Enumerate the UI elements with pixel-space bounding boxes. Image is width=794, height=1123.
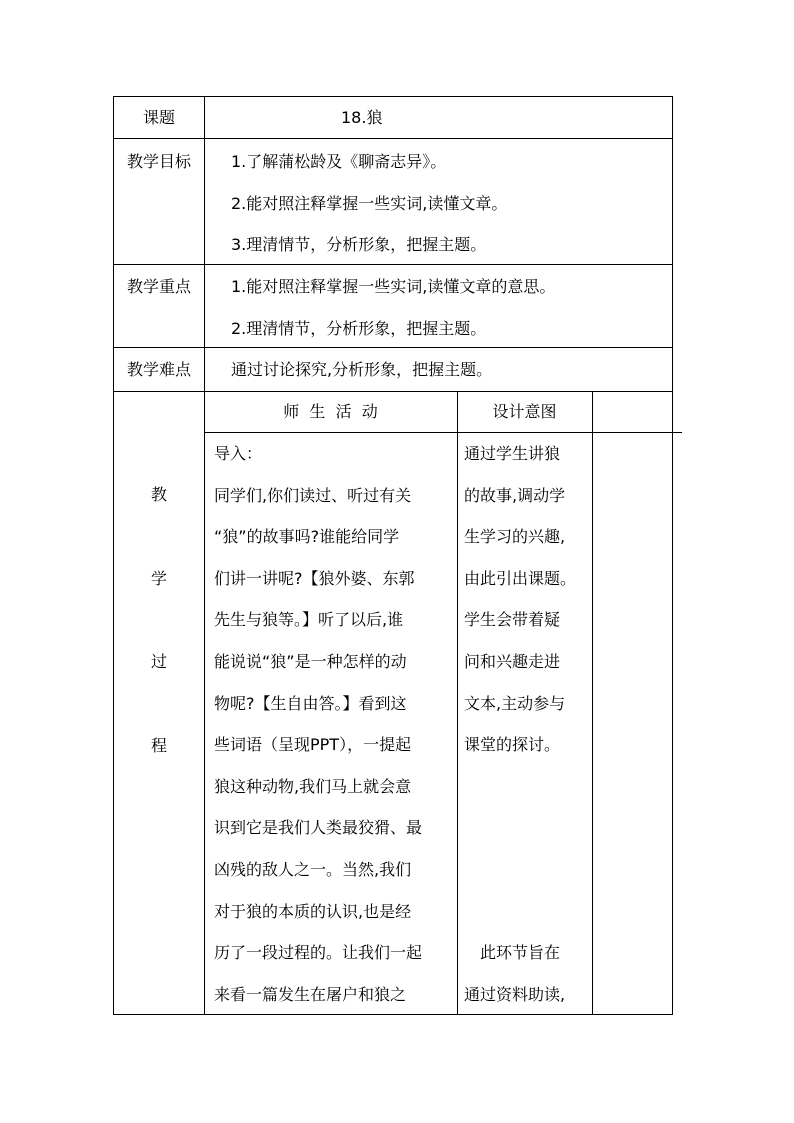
goal-item: 3.理清情节，分析形象，把握主题。 — [231, 235, 487, 255]
column-divider — [457, 391, 458, 1014]
activity-line: 导入： — [214, 444, 263, 463]
difficulty-label: 教学难点 — [126, 360, 191, 379]
intent-line — [464, 818, 576, 860]
process-label-char: 过 — [150, 652, 167, 671]
row-divider — [114, 391, 672, 392]
lesson-title: 18.狼 — [341, 108, 383, 127]
intent-line — [464, 777, 576, 819]
intent-column-header: 设计意图 — [492, 402, 557, 421]
intent-line: 此环节旨在 — [464, 943, 561, 963]
intent-line: 学生会带着疑 — [464, 610, 561, 630]
goal-item: 2.能对照注释掌握一些实词,读懂文章。 — [231, 193, 508, 213]
row-divider — [114, 138, 672, 139]
process-label-char: 程 — [150, 736, 167, 755]
activity-line: 先生与狼等。】听了以后,谁 — [214, 610, 404, 630]
goals-label: 教学目标 — [126, 152, 191, 171]
activity-line: 来看一篇发生在屠户和狼之 — [214, 984, 407, 1004]
activity-text — [214, 444, 422, 1026]
key-points-label: 教学重点 — [126, 277, 191, 296]
goal-item: 1.了解蒲松龄及《聊斋志异》。 — [231, 152, 447, 171]
goals-list — [231, 152, 507, 277]
intent-line — [464, 902, 576, 944]
activity-line: 识到它是我们人类最狡猾、最 — [214, 818, 423, 838]
intent-line: 文本,主动参与 — [464, 693, 566, 713]
process-label-char: 教 — [150, 485, 167, 504]
key-point-item: 2.理清情节，分析形象，把握主题。 — [231, 318, 487, 338]
activity-line: 些词语（呈现PPT），一提起 — [214, 735, 412, 755]
process-label-char: 学 — [150, 569, 167, 588]
intent-line: 通过学生讲狼 — [464, 444, 561, 463]
activity-line: 物呢?【生自由答。】看到这 — [214, 693, 407, 713]
key-points-list — [231, 277, 555, 360]
intent-line — [464, 860, 576, 902]
topic-label: 课题 — [142, 108, 175, 127]
activity-line: 能说说“狼”是一种怎样的动 — [214, 651, 407, 671]
intent-line: 的故事,调动学 — [464, 485, 566, 505]
activity-line: 同学们,你们读过、听过有关 — [214, 485, 412, 505]
column-divider — [204, 97, 205, 1014]
lesson-plan-table — [113, 96, 673, 1015]
intent-line: 通过资料助读, — [464, 984, 566, 1004]
activity-line: “狼”的故事吗?谁能给同学 — [214, 527, 400, 547]
intent-line: 由此引出课题。 — [464, 568, 577, 588]
difficulty-text: 通过讨论探究,分析形象，把握主题。 — [231, 360, 493, 379]
activity-line: 狼这种动物,我们马上就会意 — [214, 776, 412, 796]
key-point-item: 1.能对照注释掌握一些实词,读懂文章的意思。 — [231, 277, 556, 296]
intent-line: 生学习的兴趣, — [464, 527, 566, 547]
column-divider — [592, 391, 593, 1014]
activity-line: 对于狼的本质的认识,也是经 — [214, 901, 412, 921]
intent-text — [464, 444, 576, 1026]
activity-line: 凶残的敌人之一。当然,我们 — [214, 859, 412, 879]
activity-line: 历了一段过程的。让我们一起 — [214, 943, 423, 963]
row-divider — [204, 432, 682, 433]
intent-line: 问和兴趣走进 — [464, 651, 561, 671]
activity-line: 们讲一讲呢?【狼外婆、东郭 — [214, 568, 415, 588]
activity-column-header: 师 生 活 动 — [283, 402, 378, 421]
intent-line: 课堂的探讨。 — [464, 735, 561, 755]
